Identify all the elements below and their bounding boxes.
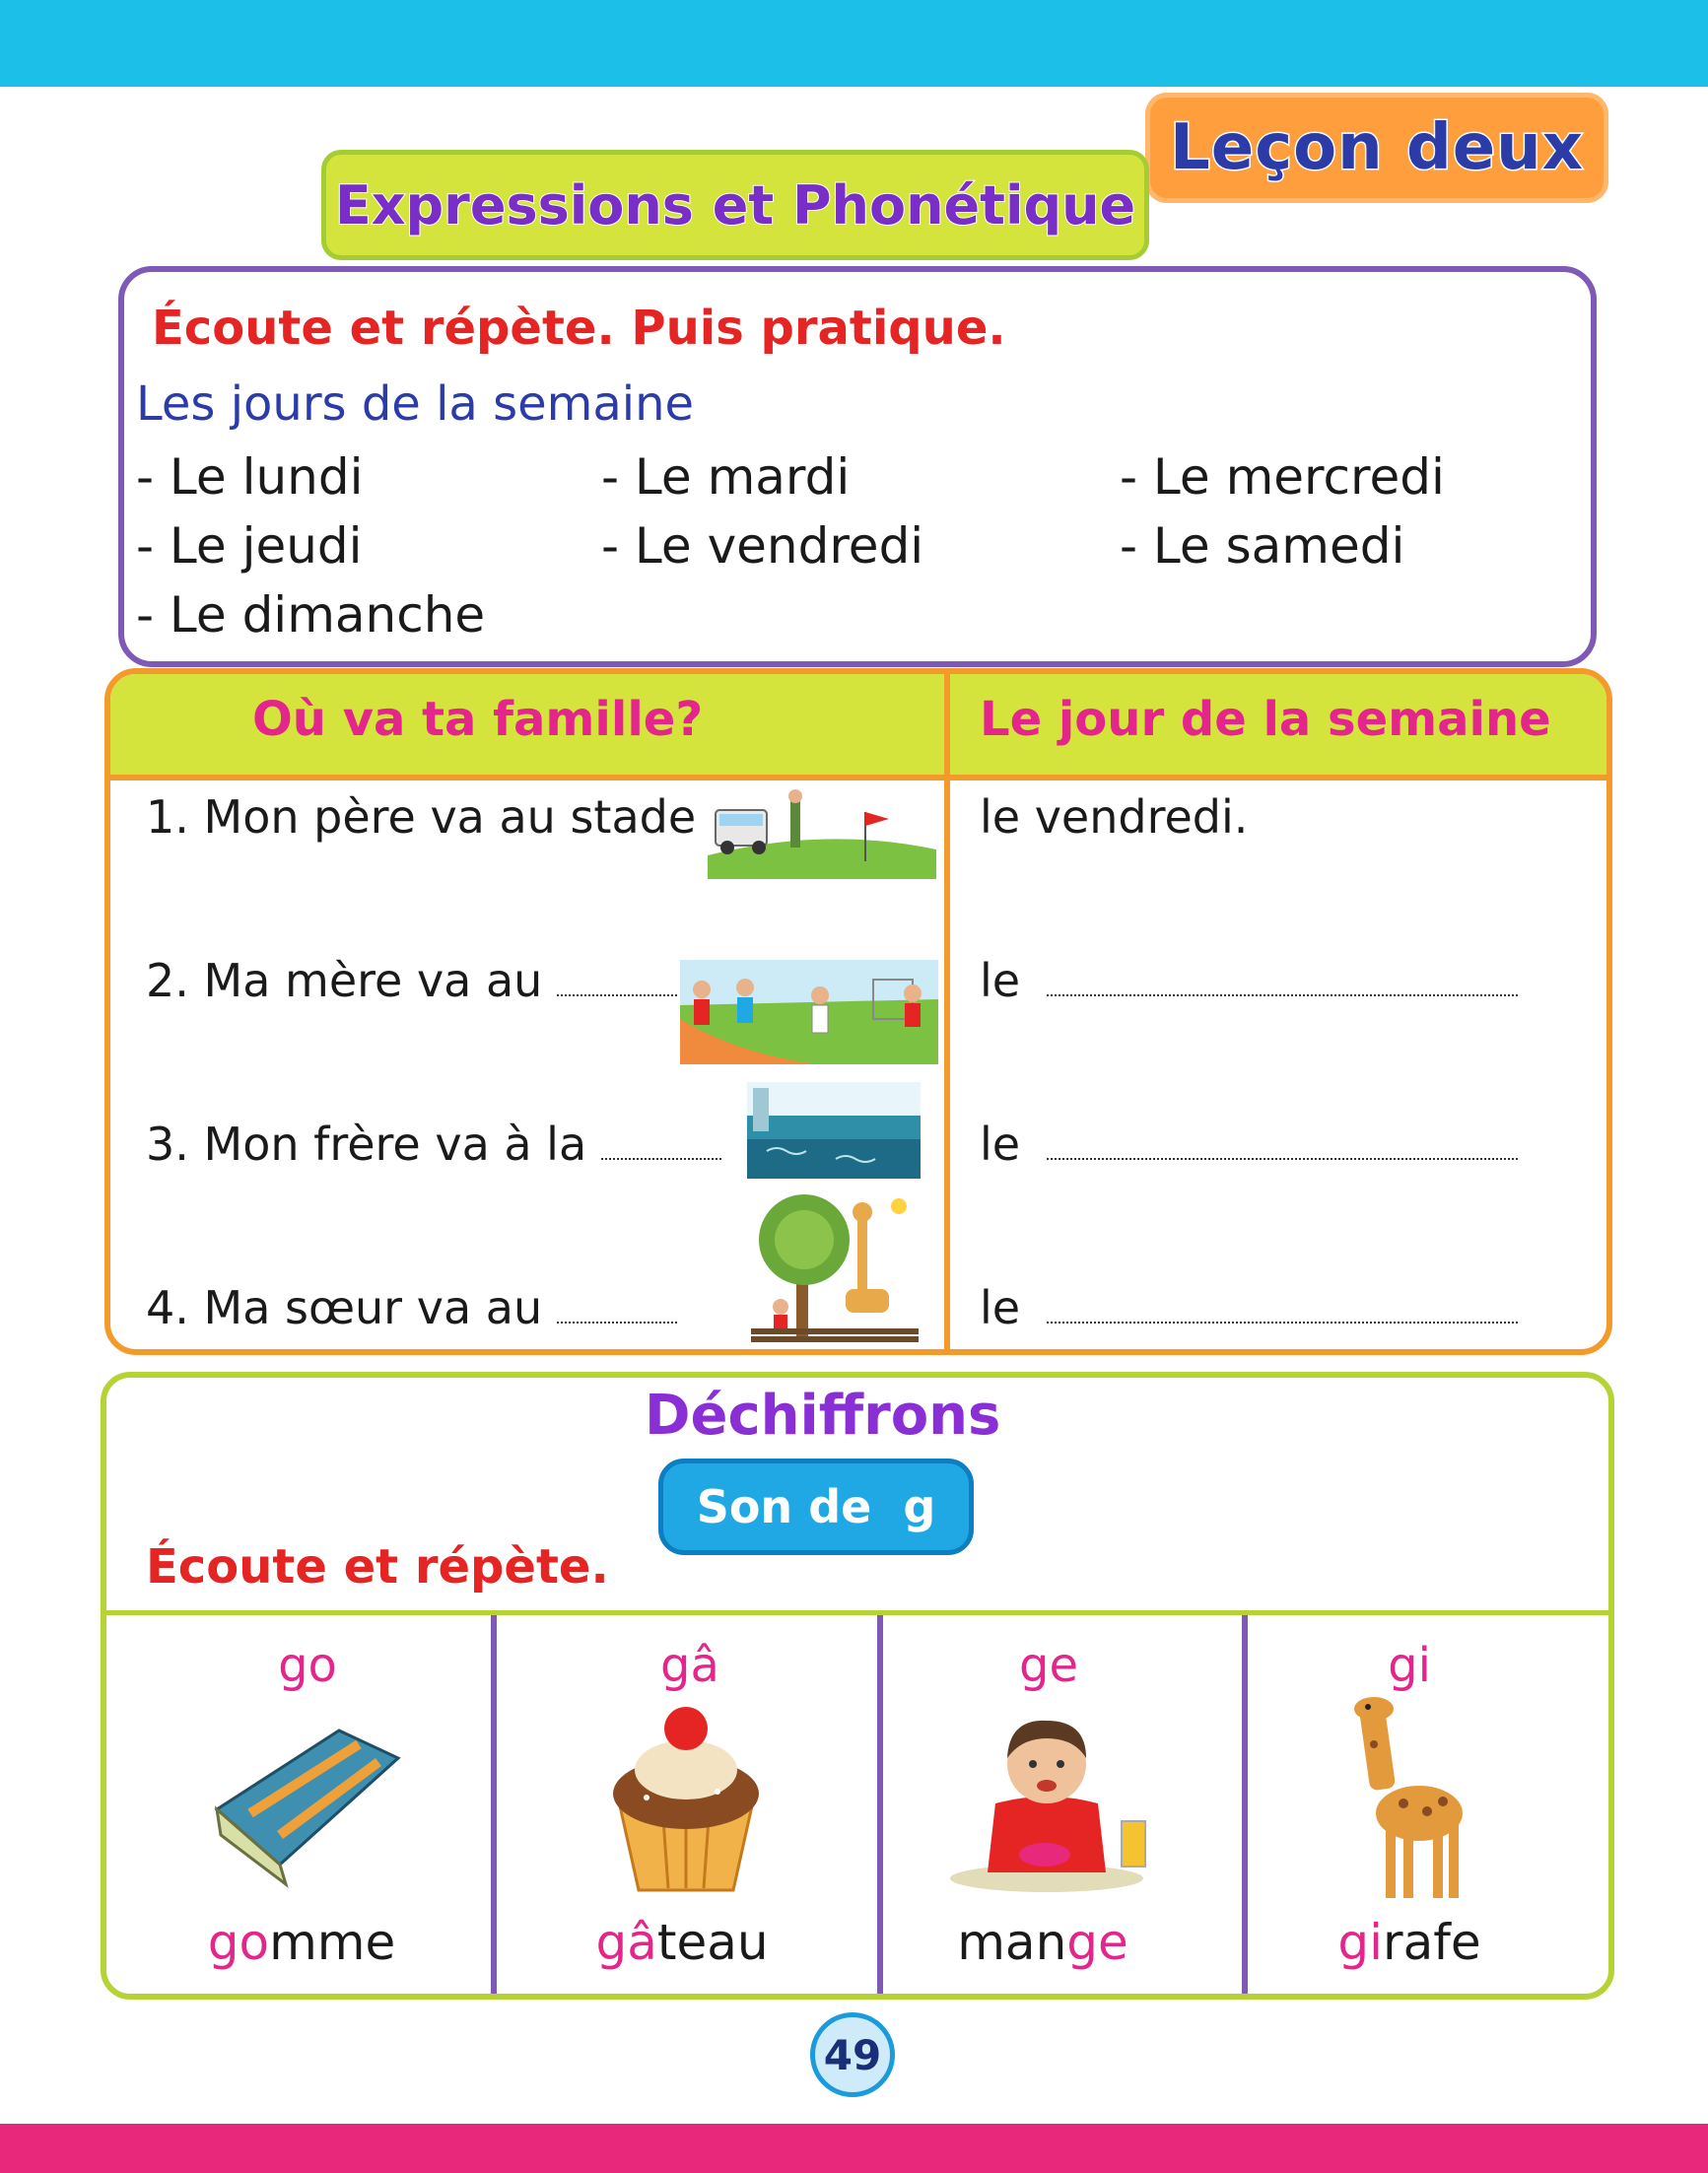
cupcake-image xyxy=(607,1699,765,1892)
syllable-label: go xyxy=(278,1638,337,1693)
day-item: - Le jeudi xyxy=(136,517,363,575)
sound-badge xyxy=(658,1459,974,1555)
table-row-question: 3. Mon frère va à la xyxy=(146,1118,721,1171)
table-row-question: 4. Ma sœur va au xyxy=(146,1281,677,1334)
decode-divider xyxy=(106,1610,1608,1615)
eraser-image xyxy=(211,1719,404,1892)
zoo-image xyxy=(751,1190,919,1344)
days-title: Les jours de la semaine xyxy=(136,376,695,432)
lesson-title: Leçon deux xyxy=(1170,111,1584,184)
table-row-answer: le xyxy=(980,1281,1518,1334)
word-girafe: girafe xyxy=(1337,1914,1481,1971)
syllable-label: gâ xyxy=(660,1638,719,1693)
sports-field-image xyxy=(680,960,938,1064)
syllable-label: gi xyxy=(1388,1638,1431,1693)
golf-course-image xyxy=(708,786,936,879)
word-mange: mange xyxy=(957,1914,1128,1971)
answer-blank[interactable] xyxy=(1047,1286,1518,1324)
table-row-question: 2. Ma mère va au xyxy=(146,954,677,1007)
page-number: 49 xyxy=(823,2030,882,2079)
table-row-question: 1. Mon père va au stade xyxy=(146,790,697,844)
section-badge xyxy=(321,150,1149,260)
day-item: - Le mardi xyxy=(601,448,851,506)
table-header-where: Où va ta famille? xyxy=(252,692,704,747)
boy-eating-image xyxy=(948,1695,1171,1892)
day-item: - Le dimanche xyxy=(136,586,486,644)
table-header-day: Le jour de la semaine xyxy=(980,692,1551,747)
word-gomme: gomme xyxy=(207,1914,396,1971)
table-divider xyxy=(944,674,950,1349)
top-color-bar xyxy=(0,0,1708,87)
giraffe-image xyxy=(1344,1695,1472,1902)
day-item: - Le lundi xyxy=(136,448,364,506)
day-item: - Le vendredi xyxy=(601,517,924,575)
decode-instruction: Écoute et répète. xyxy=(146,1539,609,1595)
table-row-answer: le xyxy=(980,1118,1518,1171)
syllable-label: ge xyxy=(1019,1638,1078,1693)
lesson-badge xyxy=(1145,93,1608,203)
answer-blank[interactable] xyxy=(1047,1122,1518,1160)
day-item: - Le mercredi xyxy=(1120,448,1445,506)
decode-title: Déchiffrons xyxy=(645,1384,1001,1448)
word-gateau: gâteau xyxy=(595,1914,769,1971)
table-row-answer: le xyxy=(980,954,1518,1007)
sound-label: Son de g xyxy=(696,1480,936,1533)
page-number-badge xyxy=(810,2012,895,2097)
decode-column-divider xyxy=(491,1615,497,2000)
bottom-color-bar xyxy=(0,2124,1708,2173)
seaside-image xyxy=(747,1082,921,1179)
day-item: - Le samedi xyxy=(1120,517,1405,575)
answer-blank[interactable] xyxy=(1047,959,1518,996)
section-title: Expressions et Phonétique xyxy=(334,173,1136,237)
days-instruction: Écoute et répète. Puis pratique. xyxy=(152,301,1006,356)
table-row-answer: le vendredi. xyxy=(980,790,1249,844)
